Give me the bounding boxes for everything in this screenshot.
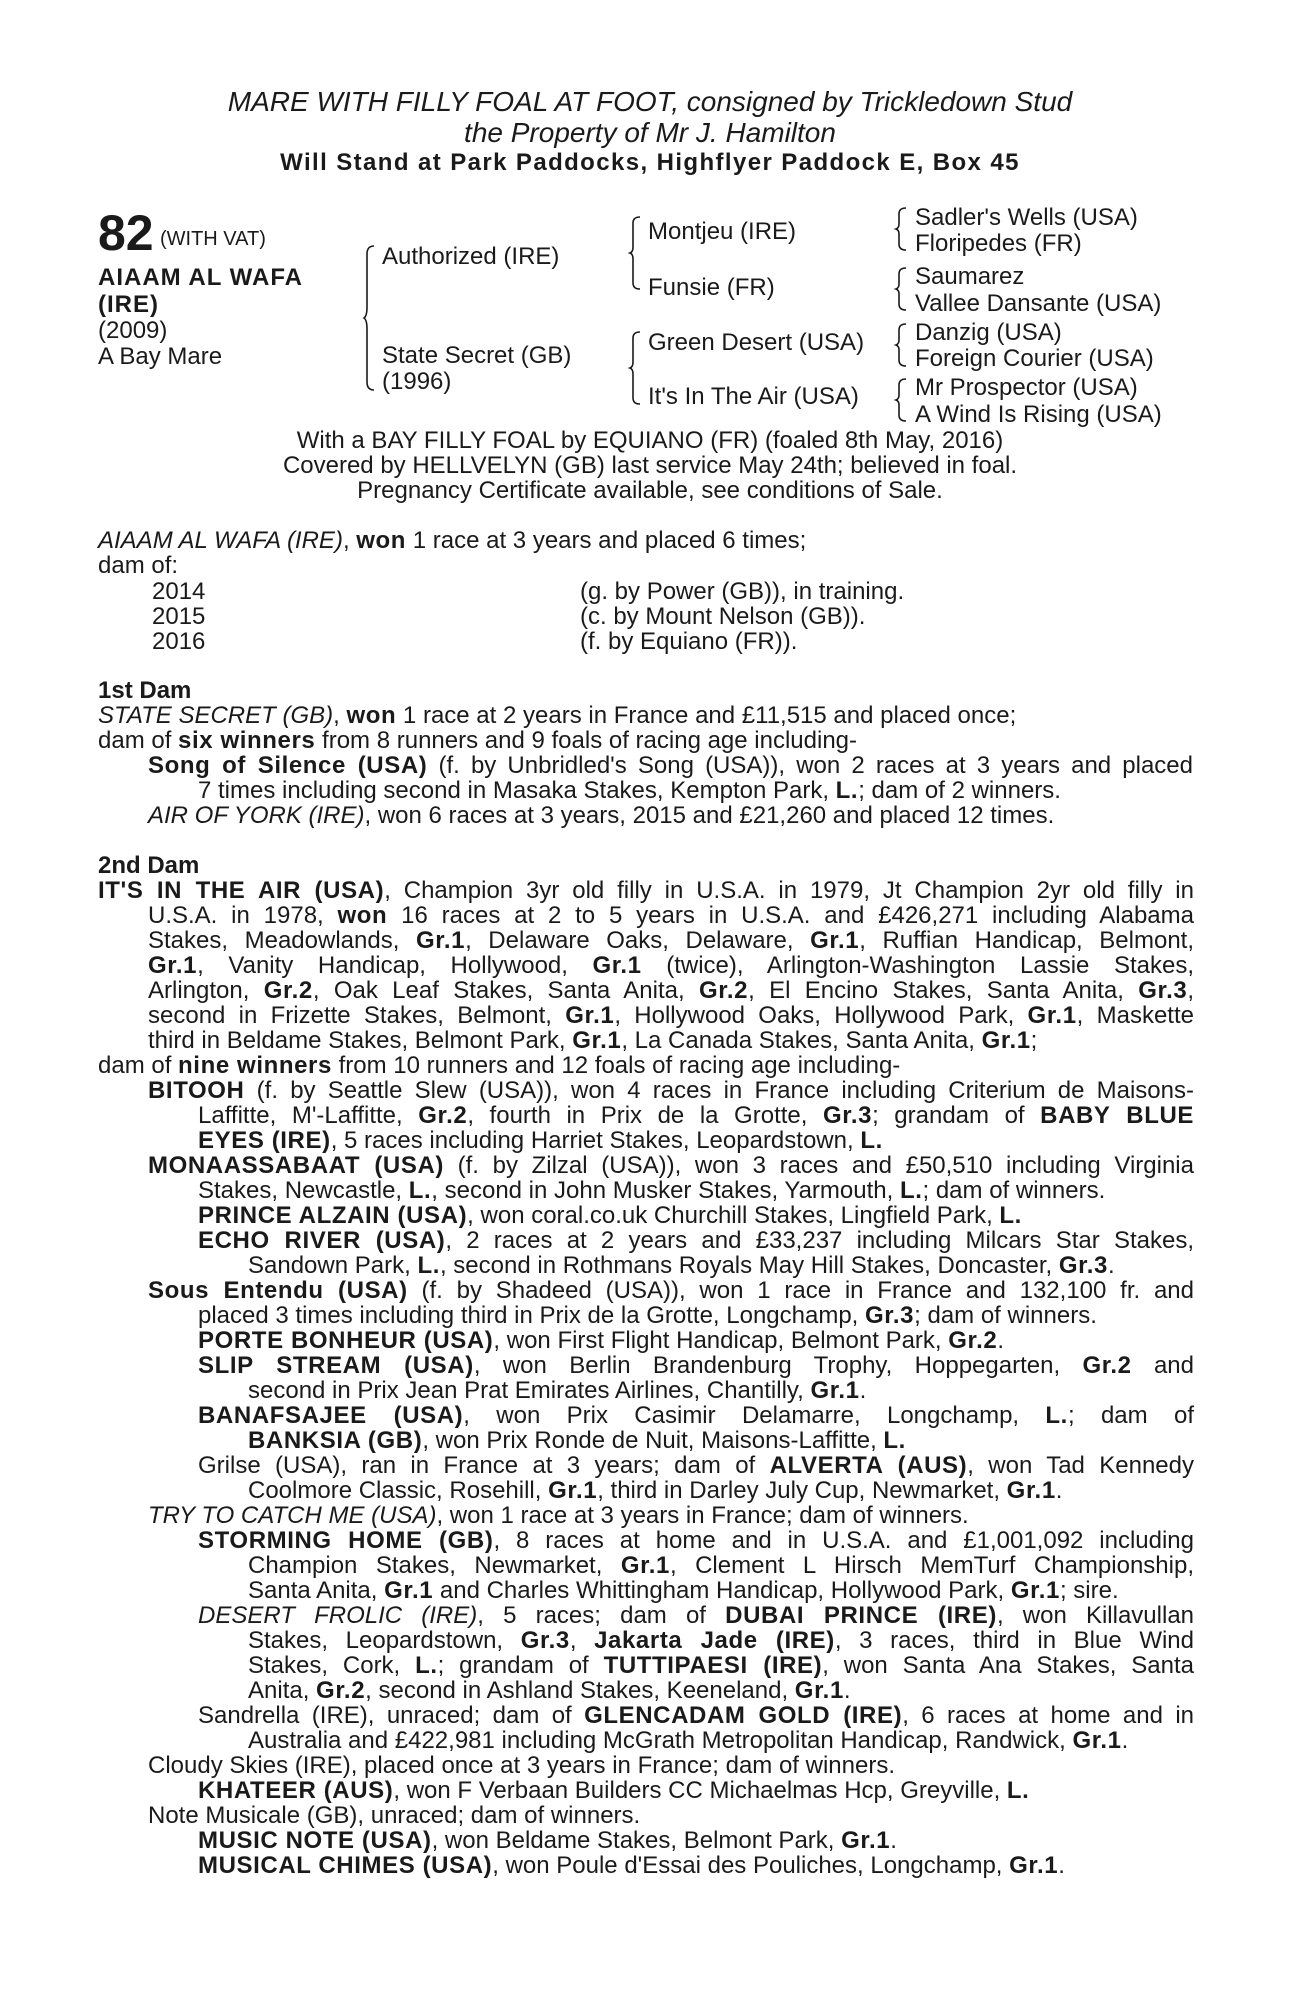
pedigree-bracket-gg2 <box>896 266 908 312</box>
second-dam-record-line: Arlington, Gr.2, Oak Leaf Stakes, Santa Anita, Gr.2, El Encino Stakes, Santa Anita, Gr.3, <box>148 977 1194 1004</box>
pedigree-bracket-parents <box>364 244 378 392</box>
offspring-monaassabaat: MONAASSABAAT (USA) (f. by Zilzal (USA)), won 3 races and £50,510 including Virginia <box>148 1152 1194 1179</box>
offspring-slip-stream: SLIP STREAM (USA), won Berlin Brandenburg Trophy, Hoppegarten, Gr.2 and <box>198 1352 1194 1379</box>
covered-info-line: Covered by HELLVELYN (GB) last service May 24th; believed in foal. <box>282 452 1018 479</box>
offspring-prince-alzain: PRINCE ALZAIN (USA), won coral.co.uk Churchill Stakes, Lingfield Park, L. <box>198 1202 1022 1229</box>
second-dam-produce: dam of nine winners from 10 runners and 12 foals of racing age including- <box>98 1052 901 1079</box>
produce-year: 2014 <box>152 578 206 605</box>
pedigree-ggp-8: A Wind Is Rising (USA) <box>915 401 1162 428</box>
offspring-banksia: BANKSIA (GB), won Prix Ronde de Nuit, Maisons-Laffitte, L. <box>248 1427 906 1454</box>
offspring-storming-home-cont: Santa Anita, Gr.1 and Charles Whittingham Handicap, Hollywood Park, Gr.1; sire. <box>248 1577 1119 1604</box>
second-dam-record-line: U.S.A. in 1978, won 16 races at 2 to 5 years in U.S.A. and £426,271 including Alabama <box>148 902 1194 929</box>
pedigree-dam-year: (1996) <box>382 368 452 395</box>
offspring-storming-home-cont: Champion Stakes, Newmarket, Gr.1, Clement L Hirsch MemTurf Championship, <box>248 1552 1194 1579</box>
offspring-air-of-york: AIR OF YORK (IRE), won 6 races at 3 years, 2015 and £21,260 and placed 12 times. <box>148 802 1055 829</box>
offspring-music-note: MUSIC NOTE (USA), won Beldame Stakes, Belmont Park, Gr.1. <box>198 1827 897 1854</box>
pedigree-ggp-3: Saumarez <box>915 263 1025 290</box>
pedigree-bracket-gg4 <box>896 377 908 423</box>
produce-year: 2015 <box>152 603 206 630</box>
second-dam-record: IT'S IN THE AIR (USA), Champion 3yr old filly in U.S.A. in 1979, Jt Champion 2yr old filly in <box>98 877 1194 904</box>
lot-name-country: (IRE) <box>98 291 159 318</box>
pedigree-sire-sire: Montjeu (IRE) <box>648 218 797 245</box>
pedigree-bracket-gg3 <box>896 322 908 368</box>
pedigree-ggp-2: Floripedes (FR) <box>915 230 1082 257</box>
pedigree-bracket-gg1 <box>896 206 908 252</box>
second-dam-record-line: third in Beldame Stakes, Belmont Park, Gr.1, La Canada Stakes, Santa Anita, Gr.1; <box>148 1027 1038 1054</box>
first-dam-heading: 1st Dam <box>98 677 192 704</box>
second-dam-record-line: second in Frizette Stakes, Belmont, Gr.1, Hollywood Oaks, Hollywood Park, Gr.1, Maskette <box>148 1002 1194 1029</box>
offspring-sous-entendu: Sous Entendu (USA) (f. by Shadeed (USA)), won 1 race in France and 132,100 fr. and <box>148 1277 1194 1304</box>
foal-info-line: With a BAY FILLY FOAL by EQUIANO (FR) (foaled 8th May, 2016) <box>296 427 1004 454</box>
produce-detail: (c. by Mount Nelson (GB)). <box>580 603 866 630</box>
second-dam-record-line: Stakes, Meadowlands, Gr.1, Delaware Oaks, Delaware, Gr.1, Ruffian Handicap, Belmont, <box>148 927 1195 954</box>
header-property: the Property of Mr J. Hamilton <box>464 117 836 148</box>
pregnancy-info-line: Pregnancy Certificate available, see conditions of Sale. <box>357 477 943 504</box>
offspring-sandrella-cont: Australia and £422,981 including McGrath Metropolitan Handicap, Randwick, Gr.1. <box>248 1727 1129 1754</box>
offspring-bitooh: BITOOH (f. by Seattle Slew (USA)), won 4 races in France including Criterium de Maisons- <box>148 1077 1194 1104</box>
header-stand: Will Stand at Park Paddocks, Highflyer Paddock E, Box 45 <box>280 149 1020 176</box>
offspring-song-of-silence: Song of Silence (USA) (f. by Unbridled's Song (USA)), won 2 races at 3 years and placed <box>148 752 1194 779</box>
offspring-try-to-catch-me: TRY TO CATCH ME (USA), won 1 race at 3 years in France; dam of winners. <box>148 1502 969 1529</box>
offspring-monaassabaat-cont: Stakes, Newcastle, L., second in John Musker Stakes, Yarmouth, L.; dam of winners. <box>198 1177 1106 1204</box>
offspring-slip-stream-cont: second in Prix Jean Prat Emirates Airlines, Chantilly, Gr.1. <box>248 1377 867 1404</box>
offspring-echo-river-cont: Sandown Park, L., second in Rothmans Royals May Hill Stakes, Doncaster, Gr.3. <box>248 1252 1115 1279</box>
offspring-sous-entendu-cont: placed 3 times including third in Prix de la Grotte, Longchamp, Gr.3; dam of winners. <box>198 1302 1097 1329</box>
lot-foaled-year: (2009) <box>98 317 168 344</box>
offspring-song-of-silence-cont: 7 times including second in Masaka Stakes, Kempton Park, L.; dam of 2 winners. <box>198 777 1061 804</box>
produce-detail: (f. by Equiano (FR)). <box>580 628 798 655</box>
first-dam-produce: dam of six winners from 8 runners and 9 foals of racing age including- <box>98 727 858 754</box>
mare-record: AIAAM AL WAFA (IRE), won 1 race at 3 years and placed 6 times; <box>98 527 807 554</box>
produce-year: 2016 <box>152 628 206 655</box>
offspring-sandrella: Sandrella (IRE), unraced; dam of GLENCADAM GOLD (IRE), 6 races at home and in <box>198 1702 1194 1729</box>
pedigree-bracket-sire <box>630 215 644 291</box>
lot-name: AIAAM AL WAFA <box>98 264 303 291</box>
offspring-cloudy-skies: Cloudy Skies (IRE), placed once at 3 years in France; dam of winners. <box>148 1752 895 1779</box>
lot-vat: (WITH VAT) <box>160 228 266 250</box>
offspring-desert-frolic: DESERT FROLIC (IRE), 5 races; dam of DUBAI PRINCE (IRE), won Killavullan <box>198 1602 1195 1629</box>
offspring-grilse-cont: Coolmore Classic, Rosehill, Gr.1, third in Darley July Cup, Newmarket, Gr.1. <box>248 1477 1063 1504</box>
offspring-musical-chimes: MUSICAL CHIMES (USA), won Poule d'Essai des Pouliches, Longchamp, Gr.1. <box>198 1852 1065 1879</box>
offspring-grilse: Grilse (USA), ran in France at 3 years; dam of ALVERTA (AUS), won Tad Kennedy <box>198 1452 1194 1479</box>
offspring-desert-frolic-cont: Stakes, Leopardstown, Gr.3, Jakarta Jade (IRE), 3 races, third in Blue Wind <box>248 1627 1194 1654</box>
offspring-echo-river: ECHO RIVER (USA), 2 races at 2 years and £33,237 including Milcars Star Stakes, <box>198 1227 1195 1254</box>
pedigree-dam-dam: It's In The Air (USA) <box>648 383 859 410</box>
first-dam-record: STATE SECRET (GB), won 1 race at 2 years in France and £11,515 and placed once; <box>98 702 1017 729</box>
header-consignment: MARE WITH FILLY FOAL AT FOOT, consigned by Trickledown Stud <box>227 86 1073 117</box>
produce-detail: (g. by Power (GB)), in training. <box>580 578 905 605</box>
offspring-porte-bonheur: PORTE BONHEUR (USA), won First Flight Handicap, Belmont Park, Gr.2. <box>198 1327 1005 1354</box>
pedigree-dam-sire: Green Desert (USA) <box>648 329 865 356</box>
pedigree-bracket-dam <box>630 330 644 406</box>
pedigree-ggp-1: Sadler's Wells (USA) <box>915 204 1138 231</box>
pedigree-ggp-6: Foreign Courier (USA) <box>915 345 1154 372</box>
offspring-bitooh-cont: EYES (IRE), 5 races including Harriet Stakes, Leopardstown, L. <box>198 1127 883 1154</box>
lot-description: A Bay Mare <box>98 343 223 370</box>
offspring-storming-home: STORMING HOME (GB), 8 races at home and in U.S.A. and £1,001,092 including <box>198 1527 1195 1554</box>
mare-dam-of: dam of: <box>98 552 179 579</box>
pedigree-ggp-7: Mr Prospector (USA) <box>915 374 1138 401</box>
offspring-note-musicale: Note Musicale (GB), unraced; dam of winners. <box>148 1802 641 1829</box>
pedigree-dam: State Secret (GB) <box>382 342 572 369</box>
lot-number: 82 <box>98 205 154 261</box>
pedigree-ggp-4: Vallee Dansante (USA) <box>915 290 1162 317</box>
offspring-desert-frolic-cont: Stakes, Cork, L.; grandam of TUTTIPAESI (IRE), won Santa Ana Stakes, Santa <box>248 1652 1195 1679</box>
pedigree-ggp-5: Danzig (USA) <box>915 319 1062 346</box>
offspring-bitooh-cont: Laffitte, M'-Laffitte, Gr.2, fourth in Prix de la Grotte, Gr.3; grandam of BABY BLUE <box>198 1102 1194 1129</box>
mare-name: AIAAM AL WAFA (IRE) <box>98 527 343 554</box>
second-dam-heading: 2nd Dam <box>98 852 200 879</box>
offspring-banafsajee: BANAFSAJEE (USA), won Prix Casimir Delamarre, Longchamp, L.; dam of <box>198 1402 1194 1429</box>
offspring-desert-frolic-cont: Anita, Gr.2, second in Ashland Stakes, Keeneland, Gr.1. <box>248 1677 851 1704</box>
offspring-khateer: KHATEER (AUS), won F Verbaan Builders CC Michaelmas Hcp, Greyville, L. <box>198 1777 1030 1804</box>
pedigree-sire: Authorized (IRE) <box>382 243 560 270</box>
pedigree-sire-dam: Funsie (FR) <box>648 274 775 301</box>
second-dam-record-line: Gr.1, Vanity Handicap, Hollywood, Gr.1 (twice), Arlington-Washington Lassie Stakes, <box>148 952 1194 979</box>
